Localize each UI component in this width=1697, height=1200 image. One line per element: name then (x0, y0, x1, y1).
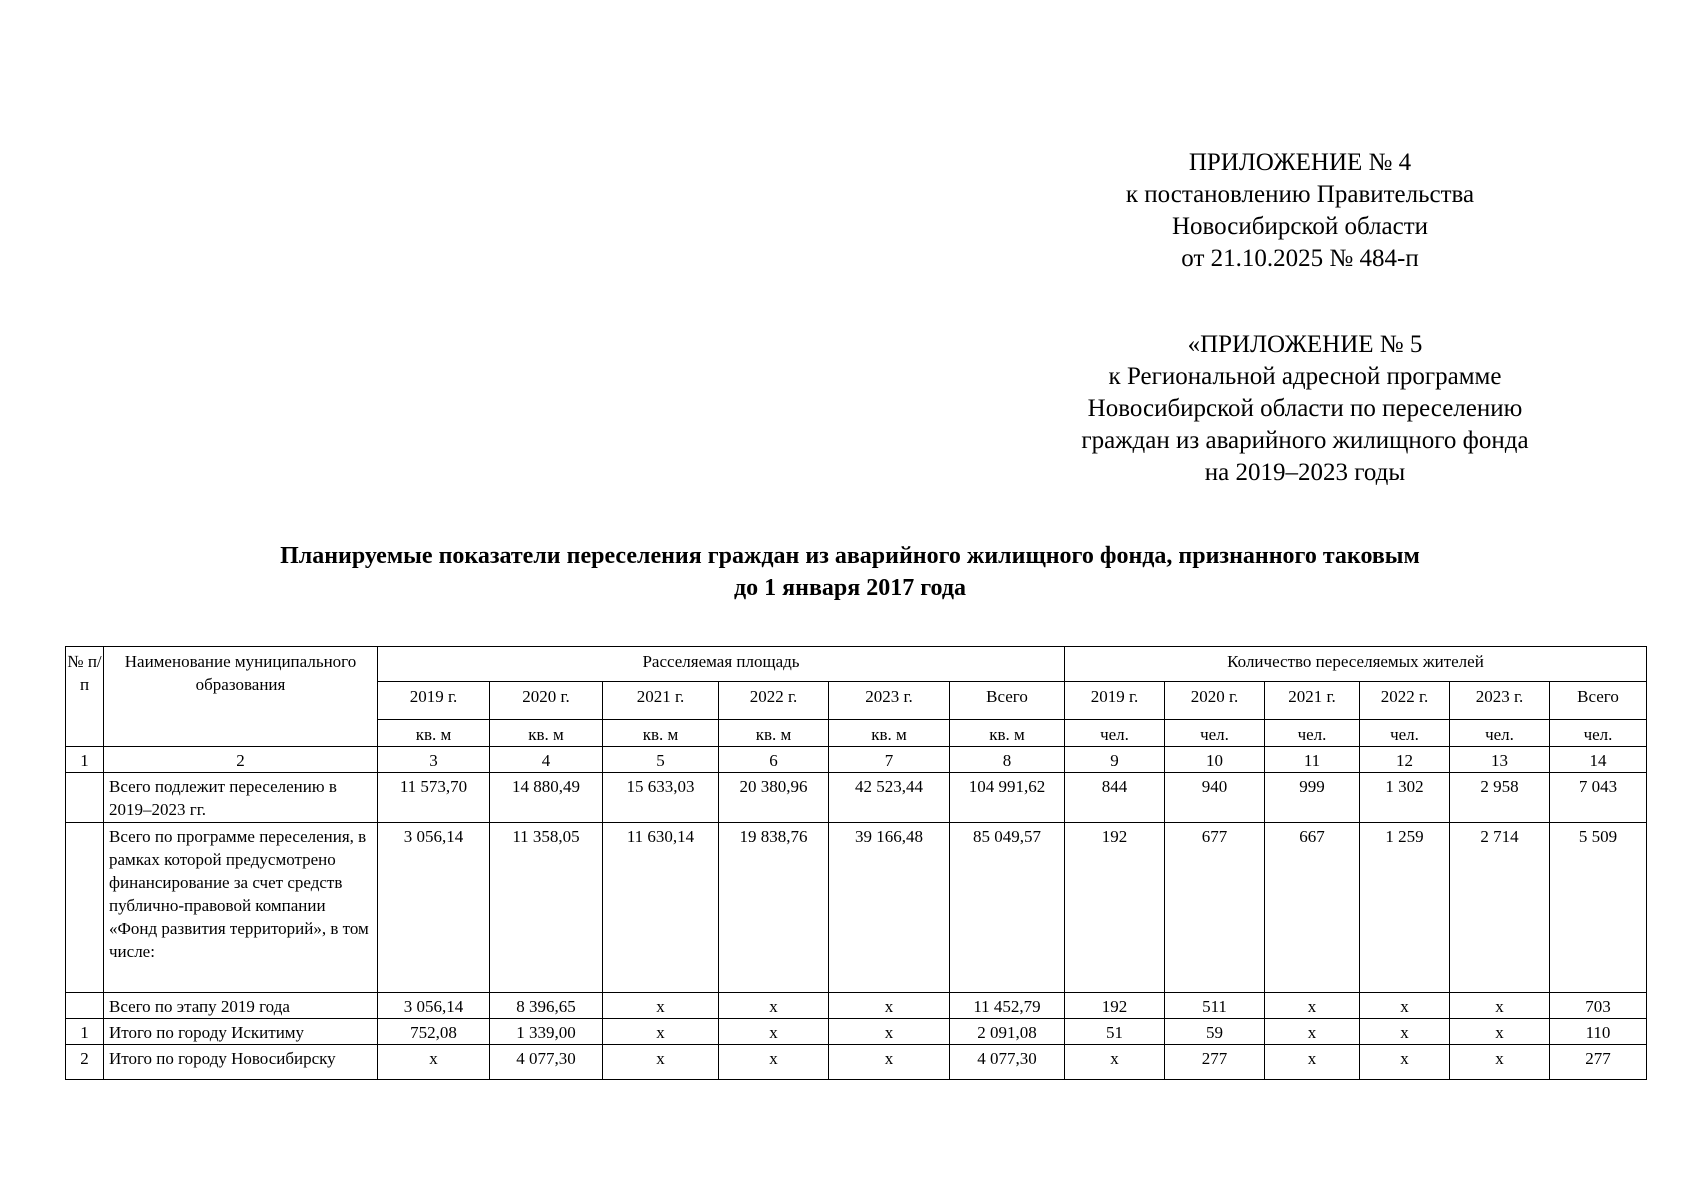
table-cell: х (1360, 1019, 1450, 1045)
table-cell: 85 049,57 (950, 823, 1065, 993)
header-unit: чел. (1065, 720, 1165, 747)
table-cell: 1 259 (1360, 823, 1450, 993)
table-cell: 11 358,05 (490, 823, 603, 993)
table-cell: 2 958 (1450, 773, 1550, 823)
column-number: 10 (1165, 747, 1265, 773)
header-unit: кв. м (829, 720, 950, 747)
table-cell: х (719, 993, 829, 1019)
column-number: 1 (66, 747, 104, 773)
column-number: 7 (829, 747, 950, 773)
row-name: Всего по программе переселения, в рамках которой предусмотрено финансирование за счет средств публично-правовой компании «Фонд развития территорий», в том числе: (104, 823, 378, 993)
appendix-4-header (1100, 147, 1500, 275)
appendix-4-line: к постановлению Правительства (1125, 181, 1475, 208)
appendix-5-line: граждан из аварийного жилищного фонда (1081, 427, 1529, 454)
table-cell: х (1360, 993, 1450, 1019)
table-cell: 39 166,48 (829, 823, 950, 993)
header-year: 2023 г. (829, 682, 950, 720)
column-number: 12 (1360, 747, 1450, 773)
row-number (66, 993, 104, 1019)
table-cell: 1 339,00 (490, 1019, 603, 1045)
title-line: до 1 января 2017 года (734, 575, 966, 601)
table-cell: 20 380,96 (719, 773, 829, 823)
table-cell: 2 714 (1450, 823, 1550, 993)
table-cell: 19 838,76 (719, 823, 829, 993)
title-line: Планируемые показатели переселения граждан из аварийного жилищного фонда, признанного таковым (280, 543, 1420, 569)
header-year: 2020 г. (1165, 682, 1265, 720)
table-cell: 42 523,44 (829, 773, 950, 823)
column-number: 5 (603, 747, 719, 773)
appendix-5-line: «ПРИЛОЖЕНИЕ № 5 (1187, 331, 1423, 358)
appendix-4-line: ПРИЛОЖЕНИЕ № 4 (1188, 149, 1412, 176)
table-cell: 4 077,30 (950, 1045, 1065, 1080)
appendix-5-line: Новосибирской области по переселению (1087, 395, 1523, 422)
header-unit: кв. м (603, 720, 719, 747)
row-number: 1 (66, 1019, 104, 1045)
table-cell: 8 396,65 (490, 993, 603, 1019)
header-unit: кв. м (719, 720, 829, 747)
table-cell: 703 (1550, 993, 1647, 1019)
table-cell: х (829, 1045, 950, 1080)
table-cell: 277 (1550, 1045, 1647, 1080)
header-unit: чел. (1165, 720, 1265, 747)
header-total: Всего (1550, 682, 1647, 720)
table-cell: 7 043 (1550, 773, 1647, 823)
table-cell: 752,08 (378, 1019, 490, 1045)
column-number: 6 (719, 747, 829, 773)
table-cell: 511 (1165, 993, 1265, 1019)
row-name: Итого по городу Искитиму (104, 1019, 378, 1045)
table-cell: х (603, 1045, 719, 1080)
table-row (66, 823, 1647, 993)
table-cell: 15 633,03 (603, 773, 719, 823)
table-cell: х (719, 1045, 829, 1080)
table-cell: 844 (1065, 773, 1165, 823)
header-year: 2021 г. (603, 682, 719, 720)
table-cell: х (1065, 1045, 1165, 1080)
header-number: № п/п (66, 647, 104, 747)
header-year: 2019 г. (1065, 682, 1165, 720)
table-cell: 3 056,14 (378, 993, 490, 1019)
column-number: 2 (104, 747, 378, 773)
table-cell: х (1450, 993, 1550, 1019)
column-number: 4 (490, 747, 603, 773)
column-number: 8 (950, 747, 1065, 773)
header-unit: кв. м (490, 720, 603, 747)
header-year: 2021 г. (1265, 682, 1360, 720)
header-year: 2019 г. (378, 682, 490, 720)
table-cell: х (1450, 1045, 1550, 1080)
column-number: 9 (1065, 747, 1165, 773)
table-row (66, 773, 1647, 823)
table-cell: 11 452,79 (950, 993, 1065, 1019)
header-people-group: Количество переселяемых жителей (1065, 647, 1647, 682)
table-cell: х (1265, 1045, 1360, 1080)
table-cell: х (829, 1019, 950, 1045)
appendix-5-line: на 2019–2023 годы (1204, 459, 1406, 486)
table-cell: 1 302 (1360, 773, 1450, 823)
table-cell: 3 056,14 (378, 823, 490, 993)
appendix-4-line: от 21.10.2025 № 484-п (1181, 245, 1419, 272)
row-name: Всего подлежит переселению в 2019–2023 гг. (104, 773, 378, 823)
row-number: 2 (66, 1045, 104, 1080)
header-total: Всего (950, 682, 1065, 720)
header-unit: чел. (1450, 720, 1550, 747)
header-municipality: Наименование муниципального образования (104, 647, 378, 747)
table-cell: х (1450, 1019, 1550, 1045)
table-cell: 104 991,62 (950, 773, 1065, 823)
appendix-5-header (1080, 329, 1530, 489)
header-unit: чел. (1265, 720, 1360, 747)
table-cell: х (829, 993, 950, 1019)
table-cell: х (603, 993, 719, 1019)
table-cell: 51 (1065, 1019, 1165, 1045)
table-cell: 11 630,14 (603, 823, 719, 993)
header-area-group: Расселяемая площадь (378, 647, 1065, 682)
header-year: 2020 г. (490, 682, 603, 720)
column-number: 13 (1450, 747, 1550, 773)
table-cell: 999 (1265, 773, 1360, 823)
header-unit: чел. (1360, 720, 1450, 747)
row-name: Всего по этапу 2019 года (104, 993, 378, 1019)
resettlement-table (65, 646, 1647, 1080)
table-cell: 59 (1165, 1019, 1265, 1045)
table-cell: х (1265, 1019, 1360, 1045)
table-cell: 14 880,49 (490, 773, 603, 823)
table-cell: 192 (1065, 993, 1165, 1019)
table-cell: 940 (1165, 773, 1265, 823)
header-unit: чел. (1550, 720, 1647, 747)
row-name: Итого по городу Новосибирску (104, 1045, 378, 1080)
table-cell: х (1360, 1045, 1450, 1080)
table-cell: 11 573,70 (378, 773, 490, 823)
column-number: 14 (1550, 747, 1647, 773)
header-year: 2022 г. (1360, 682, 1450, 720)
table-cell: 2 091,08 (950, 1019, 1065, 1045)
header-year: 2022 г. (719, 682, 829, 720)
table-cell: 667 (1265, 823, 1360, 993)
row-number (66, 823, 104, 993)
row-number (66, 773, 104, 823)
table-cell: х (719, 1019, 829, 1045)
table-cell: 277 (1165, 1045, 1265, 1080)
document-title (160, 540, 1540, 604)
table-row (66, 1019, 1647, 1045)
appendix-5-line: к Региональной адресной программе (1108, 363, 1502, 390)
appendix-4-line: Новосибирской области (1171, 213, 1429, 240)
table-row (66, 993, 1647, 1019)
column-number: 11 (1265, 747, 1360, 773)
column-number: 3 (378, 747, 490, 773)
header-year: 2023 г. (1450, 682, 1550, 720)
table-cell: 110 (1550, 1019, 1647, 1045)
table-cell: х (603, 1019, 719, 1045)
table-cell: 4 077,30 (490, 1045, 603, 1080)
header-unit: кв. м (950, 720, 1065, 747)
table-cell: х (378, 1045, 490, 1080)
table-cell: х (1265, 993, 1360, 1019)
table-cell: 677 (1165, 823, 1265, 993)
table-cell: 192 (1065, 823, 1165, 993)
header-unit: кв. м (378, 720, 490, 747)
table-cell: 5 509 (1550, 823, 1647, 993)
table-row (66, 1045, 1647, 1080)
